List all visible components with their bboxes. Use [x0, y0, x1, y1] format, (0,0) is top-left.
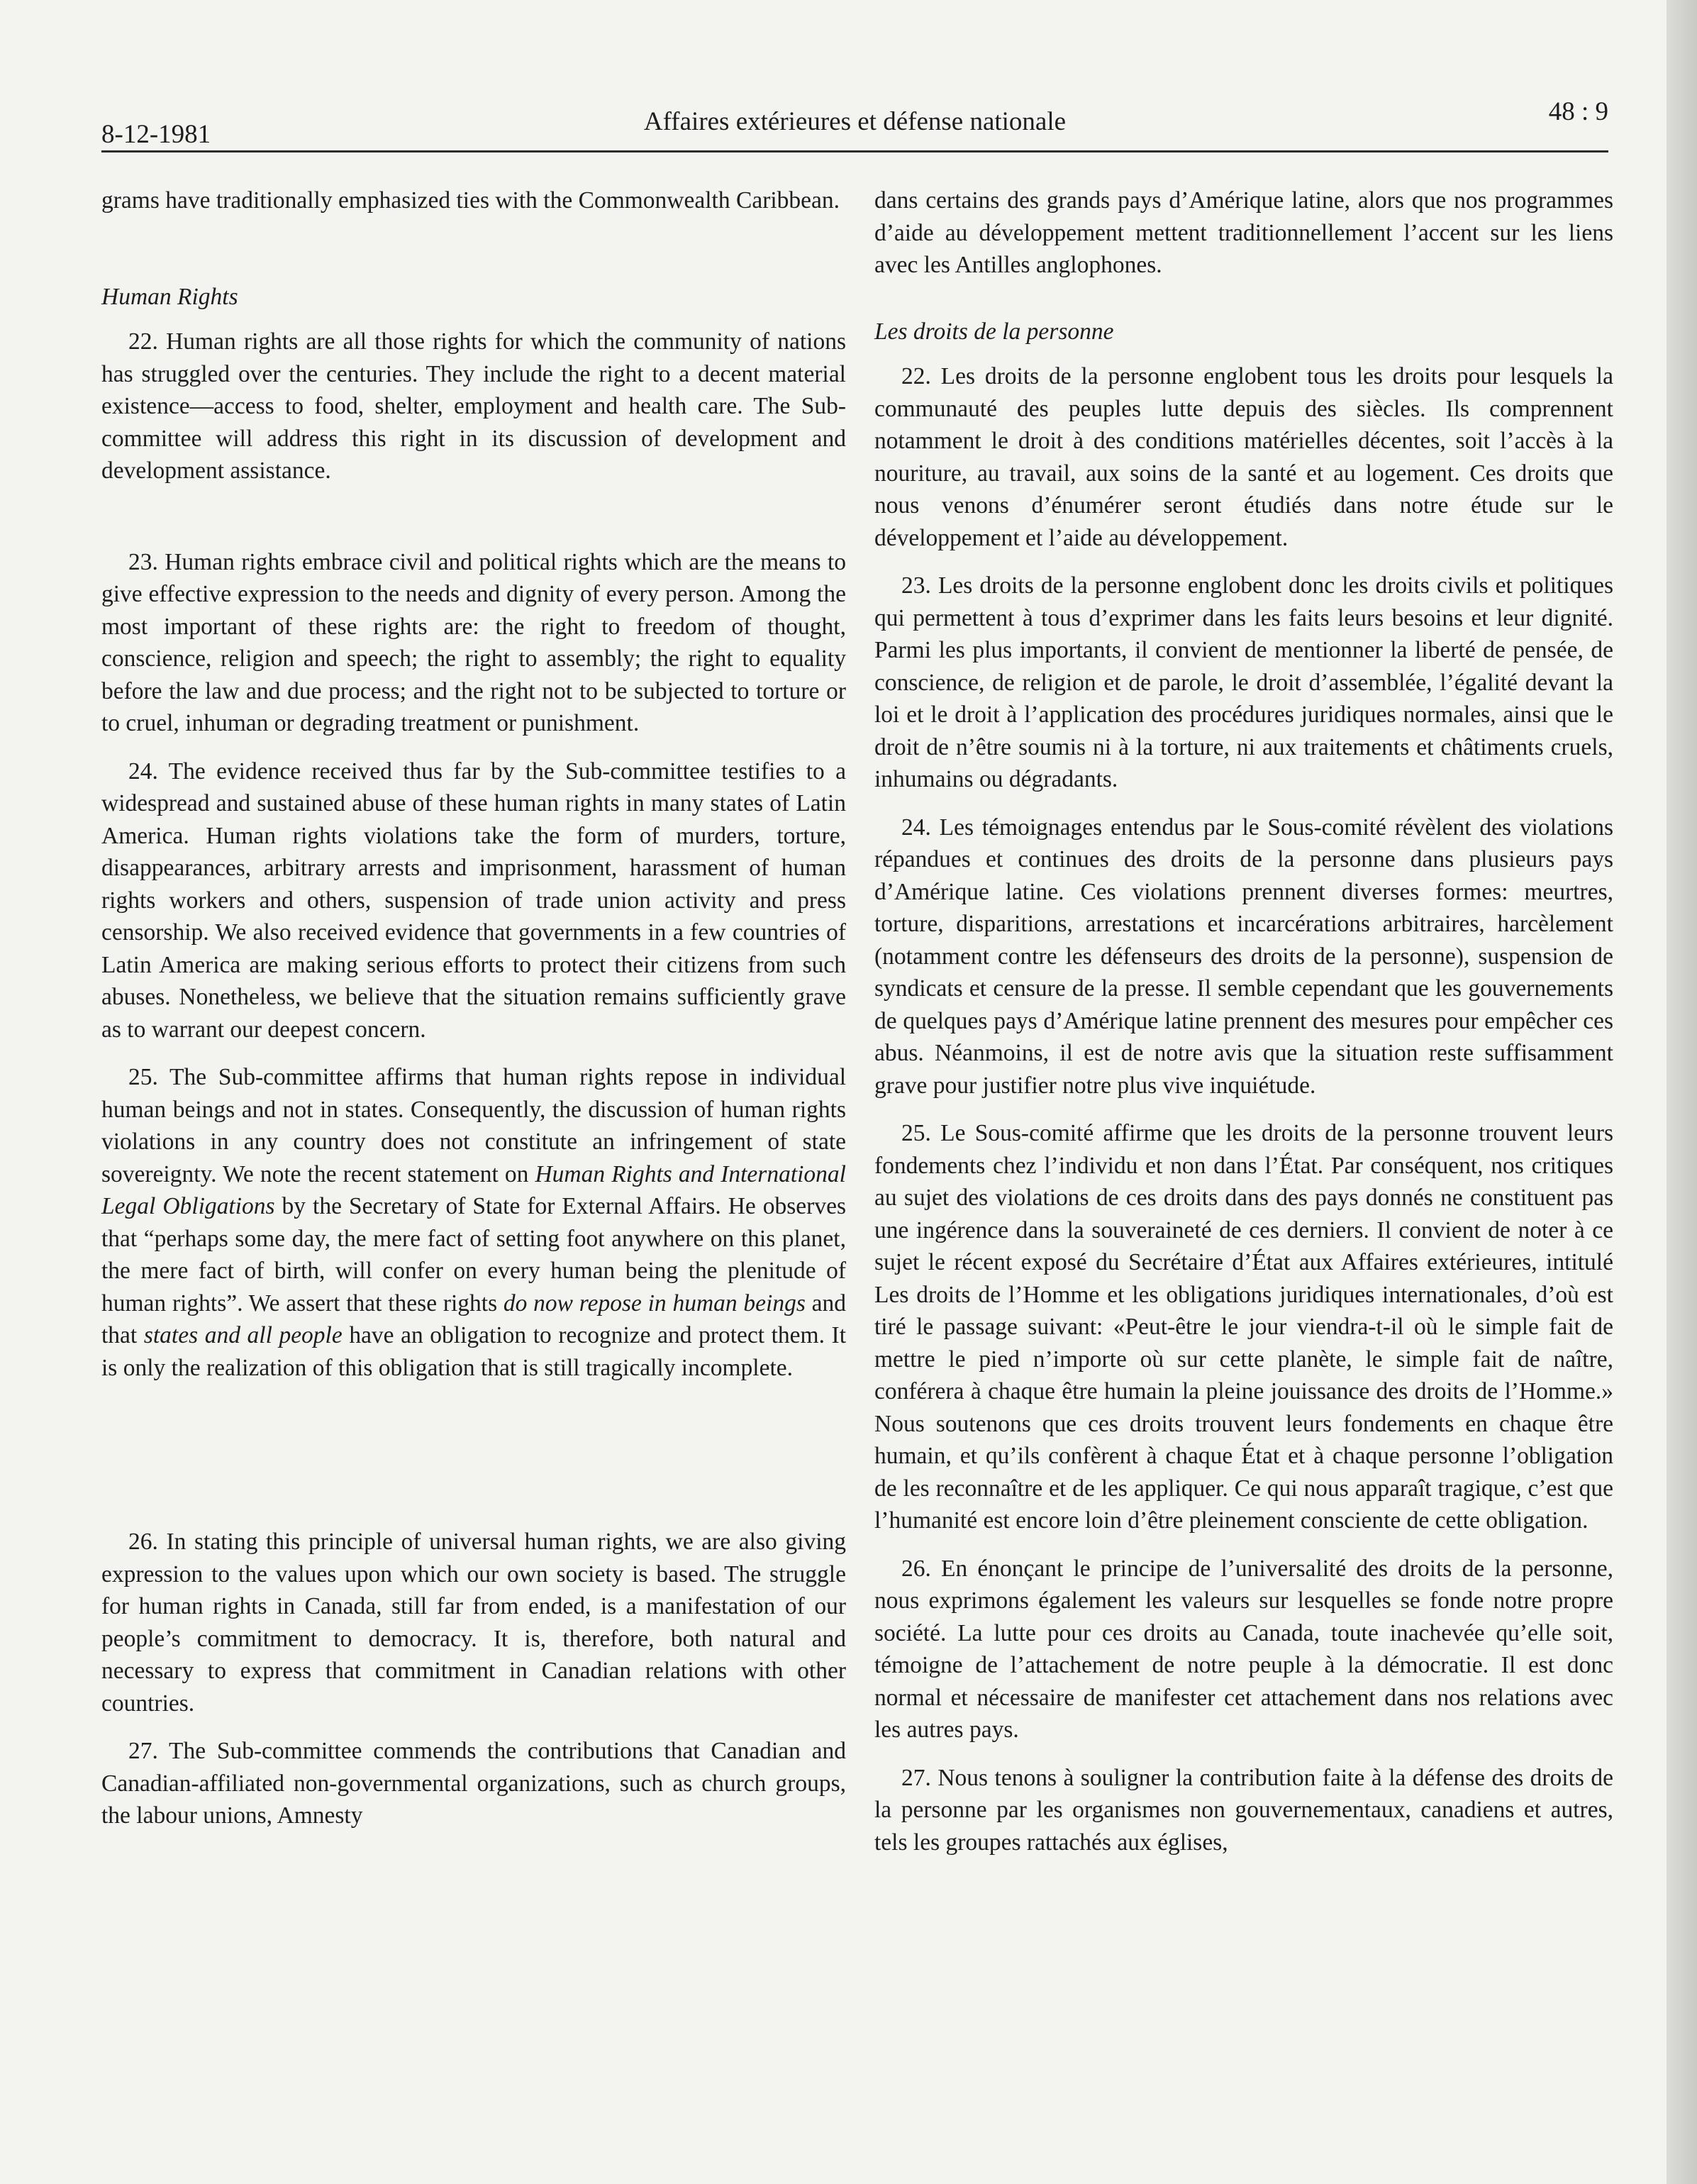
- en-p25-italic-2: do now repose in human beings: [503, 1290, 806, 1317]
- fr-paragraph-23: 23. Les droits de la personne englobent donc les droits civils et politiques qui permettent à tous d’exprimer dans les faits leurs besoins et leur dignité. Parmi les plus importants, il convient de mentionner la liberté de pensée, de conscience, de religion et de parole, le droit d’assemblée, l’égalité devant la loi et le droit à l’application des procédures juridiques normales, ainsi que le droit de n’être soumis ni à la torture, ni aux traitements et châtiments cruels, inhumains ou dégradants.: [874, 572, 1613, 792]
- en-paragraph-26: 26. In stating this principle of universal human rights, we are also giving expression to the values upon which our own society is based. The struggle for human rights in Canada, still far from ended, is a manifestation of our people’s commitment to democracy. It is, therefore, both natural and necessary to express that commitment in Canadian relations with other countries.: [101, 1529, 846, 1717]
- en-paragraph-24: 24. The evidence received thus far by the Sub-committee testifies to a widespread and sustained abuse of these human rights in many states of Latin America. Human rights violations take the form of murders, torture, disappearances, arbitrary arrests and imprisonment, harassment of human rights workers and others, suspension of trade union activity and press censorship. We also received evidence that governments in a few countries of Latin America are making serious efforts to protect their citizens from such abuses. Nonetheless, we believe that the situation remains sufficiently grave as to warrant our deepest concern.: [101, 758, 846, 1043]
- fr-paragraph-24: 24. Les témoignages entendus par le Sous-comité révèlent des violations répandues et continues des droits de la personne dans plusieurs pays d’Amérique latine. Ces violations prennent diverses formes: meurtres, torture, disparitions, arrestations et incarcérations arbitraires, harcèlement (notamment contre les défenseurs des droits de la personne), suspension de syndicats et censure de la presse. Il semble cependant que les gouvernements de quelques pays d’Amérique latine prennent des mesures pour empêcher ces abus. Néanmoins, il est de notre avis que la situation reste suffisamment grave pour justifier notre plus vive inquiétude.: [874, 814, 1613, 1099]
- en-paragraph-23: 23. Human rights embrace civil and political rights which are the means to give effective expression to the needs and dignity of every person. Among the most important of these rights are: the right to freedom of thought, conscience, religion and speech; the right to assembly; the right to equality before the law and due process; and the right not to be subjected to torture or to cruel, inhuman or degrading treatment or punishment.: [101, 548, 846, 736]
- fr-paragraph-25: 25. Le Sous-comité affirme que les droits de la personne trouvent leurs fondements chez l’individu et non dans l’État. Par conséquent, nos critiques au sujet des violations de ces droits dans des pays donnés ne constituent pas une ingérence dans la souveraineté de ces derniers. Il convient de noter à ce sujet le récent exposé du Secrétaire d’État aux Affaires extérieures, intitulé Les droits de l’Homme et les obligations juridiques internationales, d’où est tiré le passage suivant: «Peut-être le jour viendra-t-il où le simple fait de mettre le pied n’importe où sur cette planète, le simple fait de naître, conférera à chaque être humain la pleine jouissance des droits de l’Homme.» Nous soutenons que ces droits trouvent leurs fondements en chaque être humain, et qu’ils confèrent à chaque État et à chaque personne l’obligation de les reconnaître et de les appliquer. Ce qui nous apparaît tragique, c’est que l’humanité est encore loin d’être pleinement consciente de cette obligation.: [874, 1120, 1613, 1534]
- en-paragraph-22: 22. Human rights are all those rights for which the community of nations has struggled over the centuries. They include the right to a decent material existence—access to food, shelter, employment and health care. The Sub-committee will address this right in its discussion of development and development assistance.: [101, 328, 846, 484]
- header-title: Affaires extérieures et défense nationale: [643, 107, 1067, 136]
- page-edge-shadow: [1667, 0, 1697, 2184]
- fr-intro-paragraph: dans certains des grands pays d’Amérique latine, alors que nos programmes d’aide au développement mettent traditionnellement l’accent sur les liens avec les Antilles anglophones.: [874, 187, 1613, 278]
- en-intro-paragraph: grams have traditionally emphasized ties with the Commonwealth Caribbean.: [101, 187, 840, 214]
- en-p25-italic-1: Human Rights and International Legal Obligations: [101, 1160, 846, 1219]
- fr-paragraph-27: 27. Nous tenons à souligner la contribution faite à la défense des droits de la personne par les organismes non gouvernementaux, canadiens et autres, tels les groupes rattachés aux églises,: [874, 1764, 1613, 1856]
- header-date: 8-12-1981: [101, 120, 211, 149]
- en-section-heading: Human Rights: [101, 283, 238, 310]
- en-p25-text-3: and that: [101, 1290, 846, 1348]
- en-p25-text-2: by the Secretary of State for External Affairs. He observes that “perhaps some day, the mere fact of setting foot anywhere on this planet, the mere fact of birth, will confer on every human being the plenitude of human rights”. We assert that these rights: [101, 1193, 846, 1317]
- header-page-number: 48 : 9: [1548, 97, 1608, 126]
- header-rule: [101, 150, 1608, 153]
- page-header: [101, 97, 1608, 155]
- en-paragraph-27: 27. The Sub-committee commends the contributions that Canadian and Canadian-affiliated non-governmental organizations, such as church groups, the labour unions, Amnesty: [101, 1738, 846, 1829]
- fr-paragraph-22: 22. Les droits de la personne englobent tous les droits pour lesquels la communauté des peuples lutte depuis des siècles. Ils comprennent notamment le droit à des conditions matérielles décentes, soit l’accès à la nouriture, au travail, aux soins de la santé et au logement. Ces droits que nous venons d’énumérer seront étudiés dans notre étude sur le développement et l’aide au développement.: [874, 363, 1613, 551]
- fr-section-heading: Les droits de la personne: [874, 318, 1114, 345]
- french-column: [874, 184, 1613, 1874]
- en-paragraph-25: [101, 1061, 846, 1384]
- en-p25-italic-3: states and all people: [143, 1322, 343, 1348]
- fr-paragraph-26: 26. En énonçant le principe de l’universalité des droits de la personne, nous exprimons également les valeurs sur lesquelles se fonde notre propre société. La lutte pour ces droits au Canada, toute inachevée qu’elle soit, témoigne de l’attachement de notre peuple à la démocratie. Il est donc normal et nécessaire de manifester cet attachement dans nos relations avec les autres pays.: [874, 1555, 1613, 1743]
- en-p25-text-1: 25. The Sub-committee affirms that human rights repose in individual human beings and not in states. Consequently, the discussion of human rights violations in any country does not constitute an infringement of state sovereignty. We note the recent statement on: [101, 1064, 846, 1187]
- en-p25-text-4: have an obligation to recognize and protect them. It is only the realization of this obligation that is still tragically incomplete.: [101, 1322, 847, 1381]
- english-column: [101, 184, 846, 1848]
